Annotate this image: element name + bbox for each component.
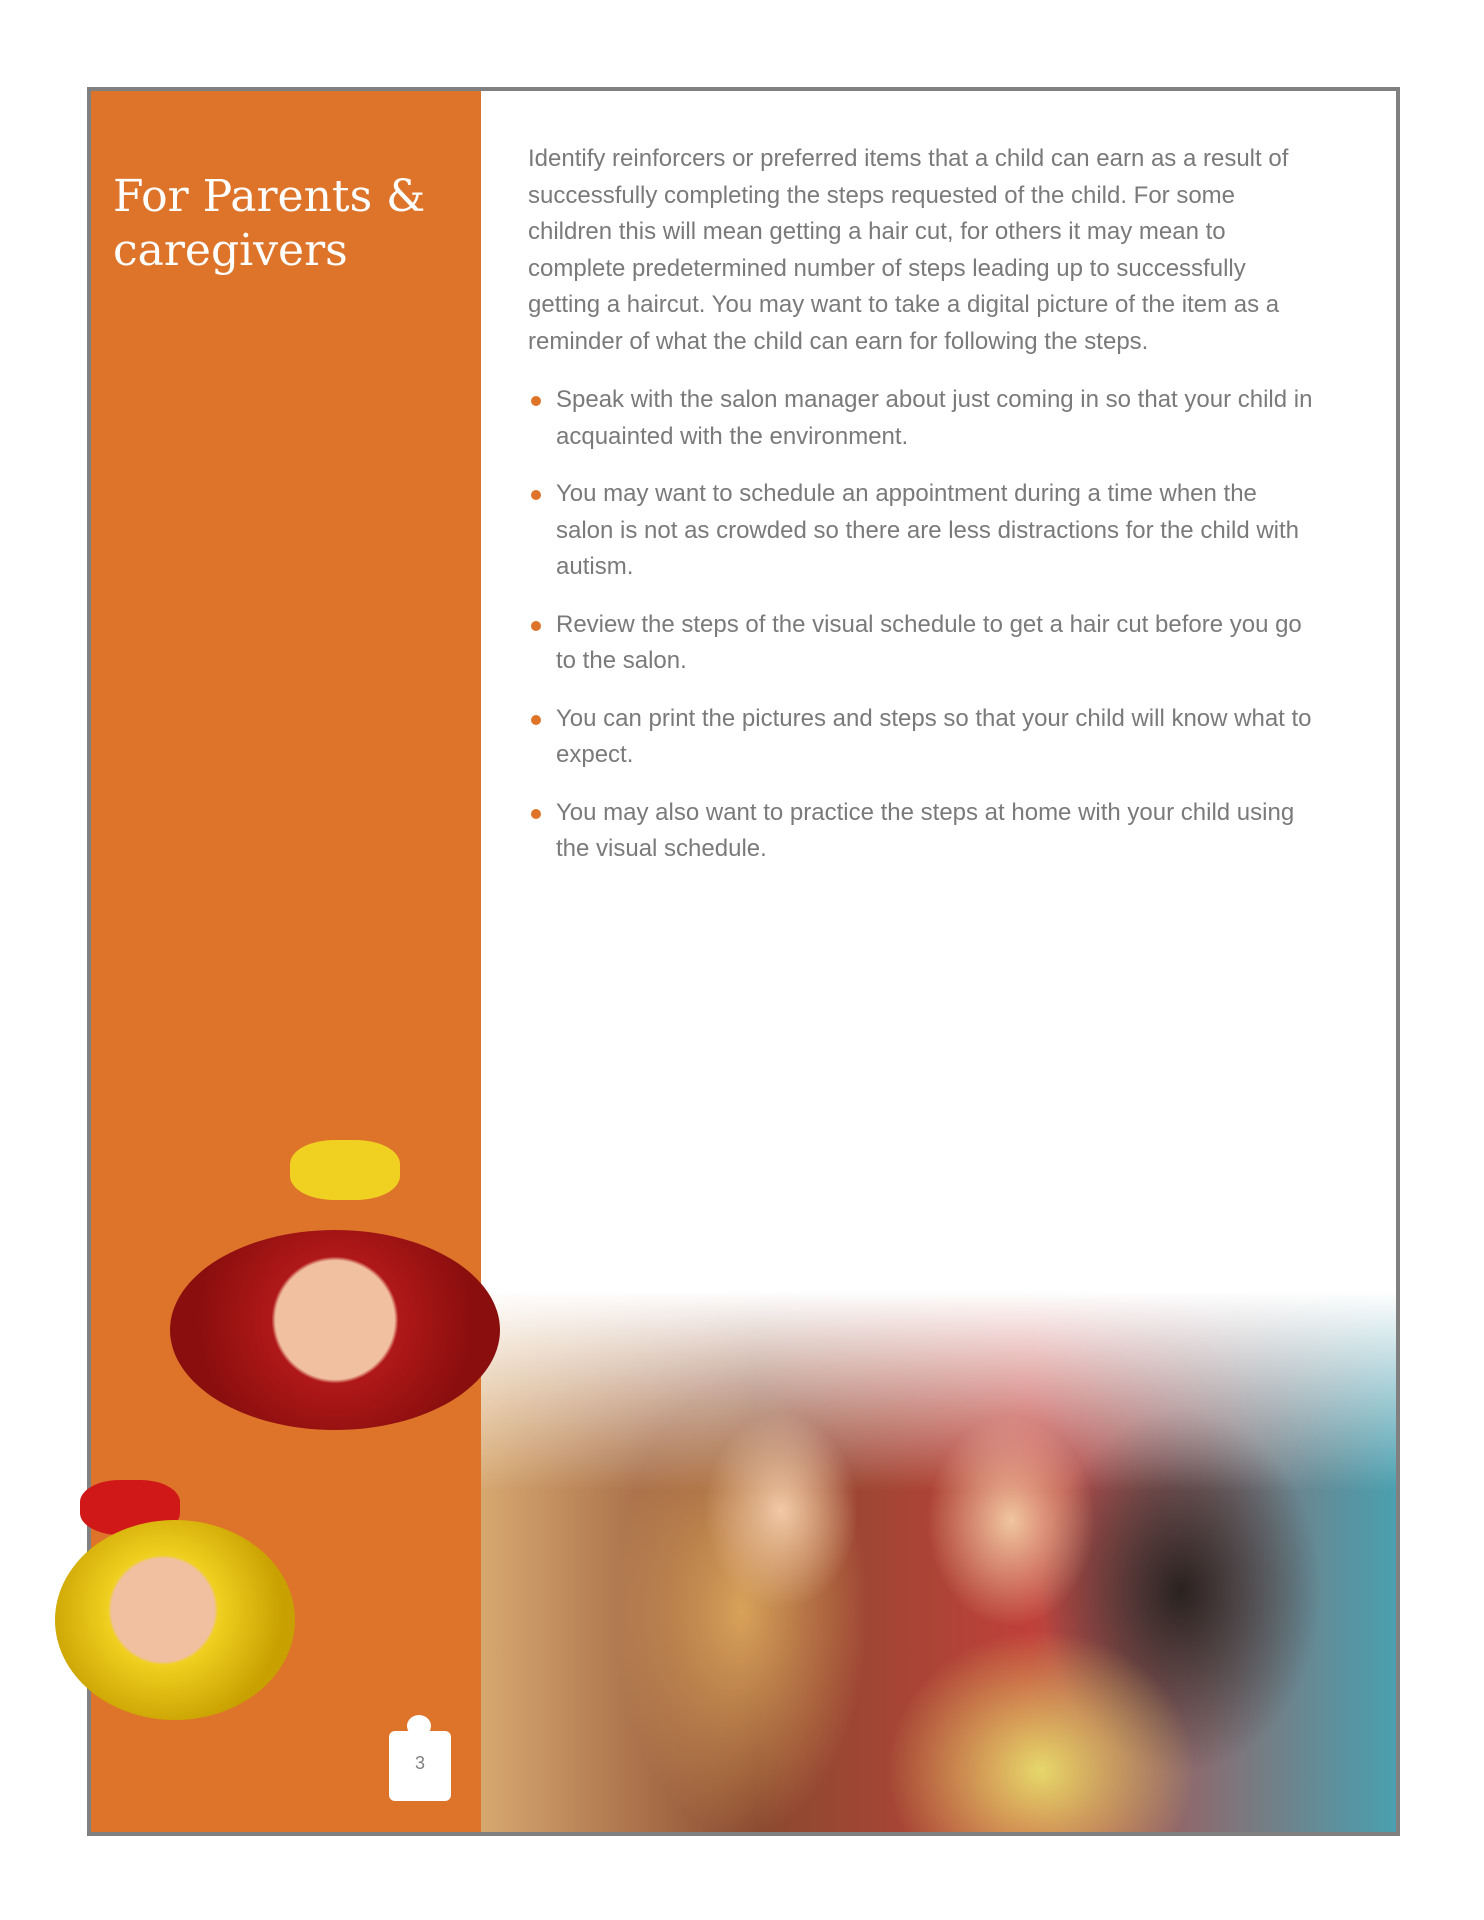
bullet-icon	[531, 396, 541, 406]
yellow-bow-illustration	[290, 1140, 400, 1200]
list-item	[528, 382, 1318, 455]
red-hair-character-illustration	[170, 1230, 500, 1430]
salon-photo	[481, 1291, 1396, 1832]
list-item	[528, 476, 1318, 586]
list-item-text: You can print the pictures and steps so that your child will know what to expect.	[556, 704, 1312, 768]
list-item-text: Review the steps of the visual schedule to get a hair cut before you go to the salon.	[556, 610, 1302, 674]
yellow-hair-character-illustration	[55, 1520, 295, 1720]
photo-fade	[481, 1291, 1396, 1491]
list-item-text: Speak with the salon manager about just coming in so that your child in acquainted with the environment.	[556, 386, 1313, 450]
list-item	[528, 607, 1318, 680]
bullet-icon	[531, 490, 541, 500]
intro-paragraph: Identify reinforcers or preferred items that a child can earn as a result of successfully completing the steps requested of the child. For some children this will mean getting a hair cut, for others it may mean to complete predetermined number of steps leading up to successfully getting a haircut. You may want to take a digital picture of the item as a reminder of what the child can earn for following the steps.	[528, 145, 1289, 355]
page-title: For Parents & caregivers	[113, 171, 426, 277]
bullet-icon	[531, 715, 541, 725]
main-content	[528, 141, 1318, 889]
tips-list	[528, 382, 1318, 868]
bullet-icon	[531, 809, 541, 819]
list-item-text: You may want to schedule an appointment during a time when the salon is not as crowded so there are less distractions for the child with autism.	[556, 480, 1300, 580]
bullet-icon	[531, 621, 541, 631]
list-item	[528, 795, 1318, 868]
page-frame	[87, 87, 1400, 1836]
list-item-text: You may also want to practice the steps at home with your child using the visual schedule.	[556, 798, 1295, 862]
puzzle-piece-icon	[389, 1731, 451, 1801]
list-item	[528, 701, 1318, 774]
page-number: 3	[414, 1753, 425, 1773]
